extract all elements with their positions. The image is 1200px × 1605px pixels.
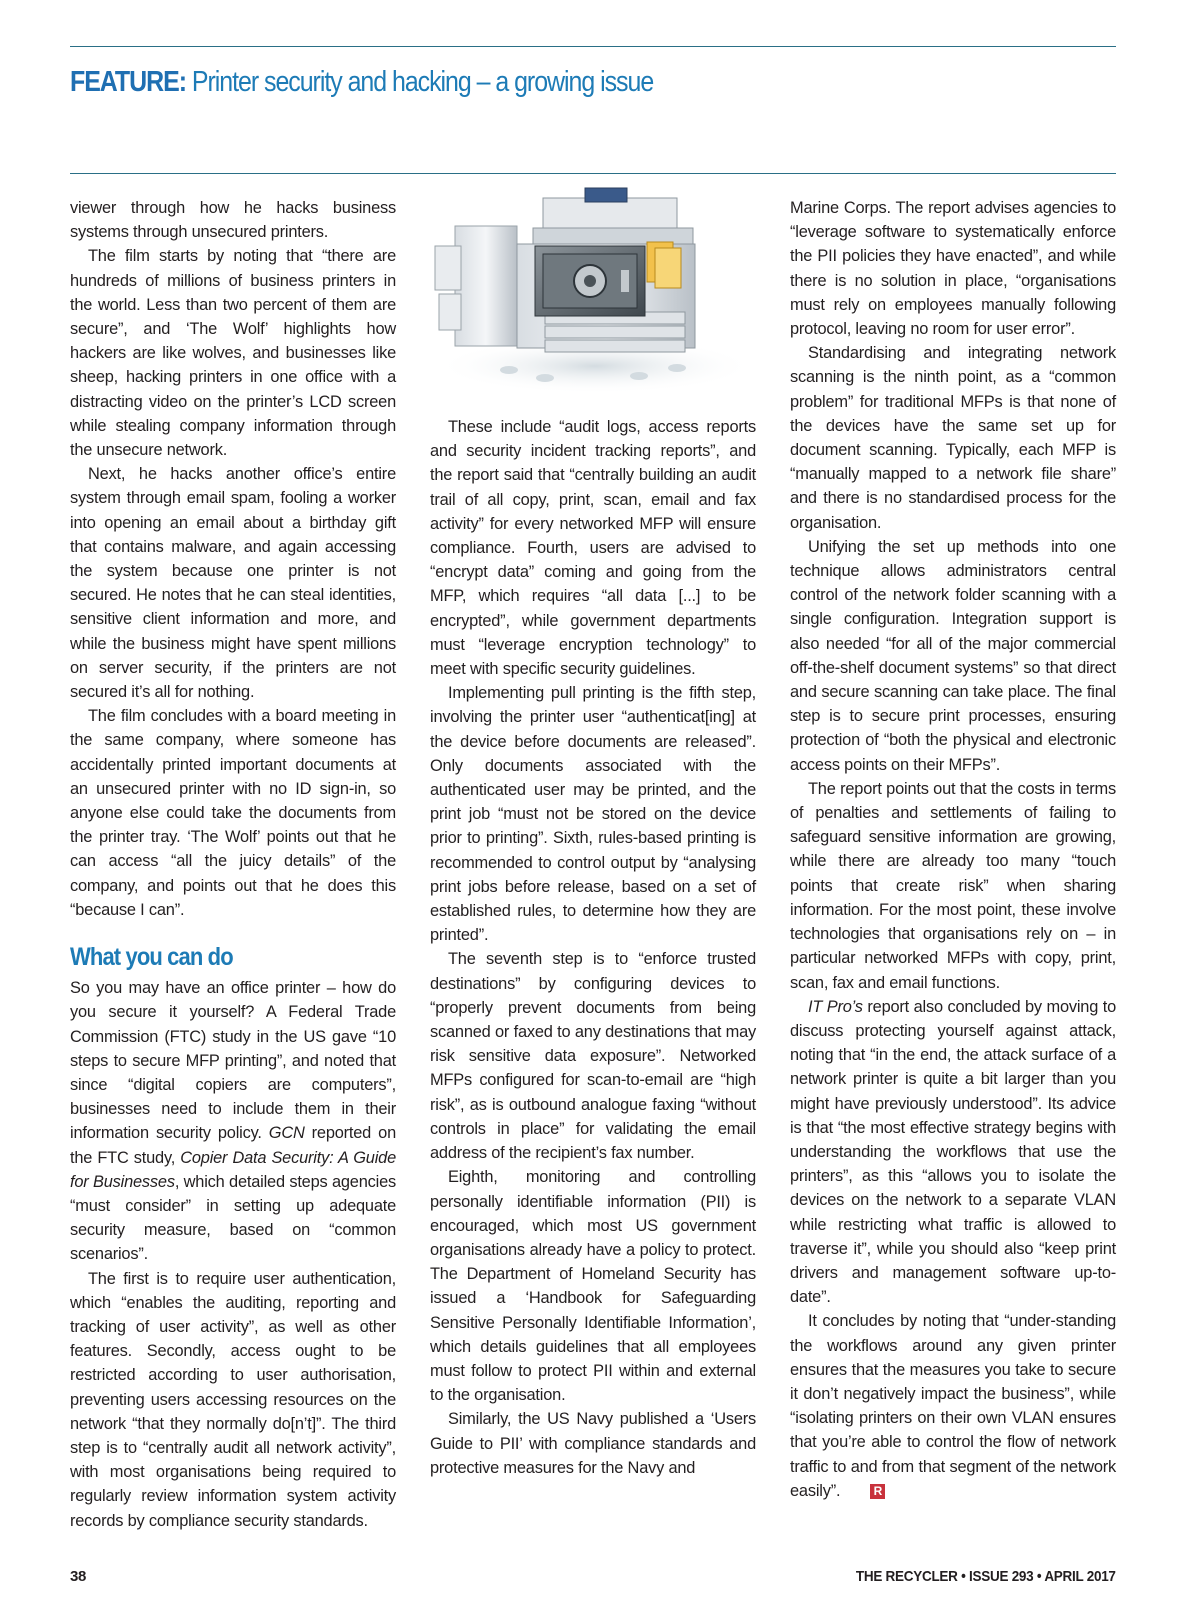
body-paragraph: Similarly, the US Navy published a ‘Users Guide to PII’ with compliance standards and protective measures for the Navy and bbox=[430, 1410, 756, 1477]
text-run: It concludes by noting that “under-standing the workflows around any given printer ensures that the measures you take to secure it don’t negatively impact the business”, while “isolating printers on their own VLAN ensures that you’re able to control the flow of network traffic to and from that segment of the network easily”. bbox=[790, 1312, 1116, 1500]
article-column-3 bbox=[790, 196, 1116, 1503]
body-paragraph bbox=[790, 1309, 1116, 1503]
body-paragraph: The first is to require user authentication, which “enables the auditing, reporting and tracking of user activity”, as well as other features. Secondly, access ought to be restricted according to user authorisation, preventing users accessing resources on the network “that they normally do[n’t]”. The third step is to “centrally audit all network activity”, with most organisations being required to regularly review information system activity records by compliance security standards. bbox=[70, 1269, 396, 1530]
report-title: Copier Data Security: A Guide for Businesses bbox=[70, 1148, 396, 1191]
publication-name: GCN bbox=[268, 1124, 305, 1143]
body-paragraph: The report points out that the costs in terms of penalties and settlements of failing to safeguard sensitive information are growing, while there are already too many “touch points that create risk” when sharing information. For the most point, these involve technologies that organisations rely on – in particular networked MFPs with copy, print, scan, fax and email functions. bbox=[790, 779, 1116, 992]
body-paragraph bbox=[790, 995, 1116, 1310]
text-run: reported on the FTC study, bbox=[70, 1124, 396, 1167]
body-paragraph: Next, he hacks another office’s entire system through email spam, fooling a worker into opening an email about a birthday gift that contains malware, and again accessing the system because one printer is not secured. He notes that he can steal identities, sensitive client information and more, and while the business might have spent millions on server security, if the printers are not secured it’s all for nothing. bbox=[70, 465, 396, 702]
top-rule bbox=[70, 46, 1116, 47]
article-column-2 bbox=[430, 415, 756, 1480]
body-paragraph: Eighth, monitoring and controlling personally identifiable information (PII) is encouraged, which most US government organisations already have a policy to protect. The Department of Homeland Security has issued a ‘Handbook for Safeguarding Sensitive Personally Identifiable Information’, which details guidelines that all employees must follow to protect PII within and external to the organisation. bbox=[430, 1168, 756, 1405]
body-paragraph: These include “audit logs, access reports and security incident tracking reports”, and the report said that “centrally building an audit trail of all copy, print, scan, email and fax activity” for every networked MFP will ensure compliance. Fourth, users are advised to “encrypt data” coming and going from the MFP, which requires “all data [...] to be encrypted”, while government departments must “leverage encryption technology” to meet with specific security guidelines. bbox=[430, 418, 756, 679]
headline-text: Printer security and hacking – a growing issue bbox=[191, 66, 654, 98]
body-paragraph bbox=[70, 976, 396, 1266]
body-paragraph: Unifying the set up methods into one technique allows administrators central control of the network folder scanning with a single configuration. Integration support is also needed “for all of the major commercial off-the-shelf document systems” so that direct and secure scanning can take place. The final step is to secure print processes, ensuring protection of “both the physical and electronic access points on their MFPs”. bbox=[790, 537, 1116, 774]
body-paragraph: The film concludes with a board meeting in the same company, where someone has accidentally printed important documents at an unsecured printer with no ID sign-in, so anyone else could take the documents from the printer tray. ‘The Wolf’ points out that he can access “all the juicy details” of the company, and points out that he does this “because I can”. bbox=[70, 707, 396, 919]
header-bottom-rule bbox=[70, 173, 1116, 174]
text-run: , which detailed steps agencies “must consider” in setting up adequate security measure, based on “common scenarios”. bbox=[70, 1172, 396, 1264]
mfp-printer-icon bbox=[425, 184, 761, 396]
body-paragraph: viewer through how he hacks business systems through unsecured printers. bbox=[70, 199, 396, 242]
body-paragraph: The seventh step is to “enforce trusted destinations” by configuring devices to “properly prevent documents from being scanned or faxed to any destinations that may risk sensitive data exposure”. Networked MFPs configured for scan-to-email are “high risk”, as is outbound analogue faxing “without controls in place” for validating the email address of the recipient’s fax number. bbox=[430, 950, 756, 1163]
text-run: So you may have an office printer – how do you secure it yourself? A Federal Trade Commission (FTC) study in the US gave “10 steps to secure MFP printing”, and noted that since “digital copiers are computers”, businesses need to include them in their information security policy. bbox=[70, 979, 396, 1143]
body-paragraph: Implementing pull printing is the fifth step, involving the printer user “authenticat[ing] at the device before documents are released”. Only documents associated with the authenticated user may be printed, and the print job “must not be stored on the device prior to printing”. Sixth, rules-based printing is recommended to control output by “analysing print jobs before release, based on a set of established rules, to determine how they are printed”. bbox=[430, 684, 756, 945]
article-column-1 bbox=[70, 196, 396, 1533]
section-subhead: What you can do bbox=[70, 943, 233, 972]
body-paragraph: Marine Corps. The report advises agencies to “leverage software to systematically enforce the PII policies they have enacted”, and while there is no solution in place, “organisations must rely on employees manually following protocol, leaving no room for user error”. bbox=[790, 199, 1116, 339]
text-run: report also concluded by moving to discuss protecting yourself against attack, noting that “in the end, the attack surface of a network printer is quite a bit larger than you might have previously understood”. Its advice is that “the most effective strategy begins with understanding the workflows that use the printers”, as this “allows you to isolate the devices on the network to a separate VLAN while restricting what traffic is allowed to traverse it”, while you should also “keep print drivers and management software up-to-date”. bbox=[790, 997, 1116, 1307]
body-paragraph: The film starts by noting that “there are hundreds of millions of business printers in the world. Less than two percent of them are secure”, and ‘The Wolf’ highlights how hackers are like wolves, and businesses like sheep, hacking printers in one office with a distracting video on the printer’s LCD screen while stealing company information through the unsecure network. bbox=[70, 247, 396, 460]
end-of-article-icon: R bbox=[870, 1484, 885, 1499]
body-paragraph: Standardising and integrating network scanning is the ninth point, as a “common problem” for traditional MFPs is that none of the devices have the same set up for document scanning. Typically, each MFP is “manually mapped to a network file share” and there is no standardised process for the organisation. bbox=[790, 344, 1116, 532]
page-number: 38 bbox=[70, 1568, 87, 1585]
page-title bbox=[70, 62, 653, 102]
publication-name: IT Pro’s bbox=[808, 997, 863, 1016]
printer-illustration bbox=[425, 184, 761, 396]
publication-footer: THE RECYCLER • ISSUE 293 • APRIL 2017 bbox=[856, 1568, 1116, 1585]
feature-kicker: FEATURE: bbox=[70, 66, 186, 98]
